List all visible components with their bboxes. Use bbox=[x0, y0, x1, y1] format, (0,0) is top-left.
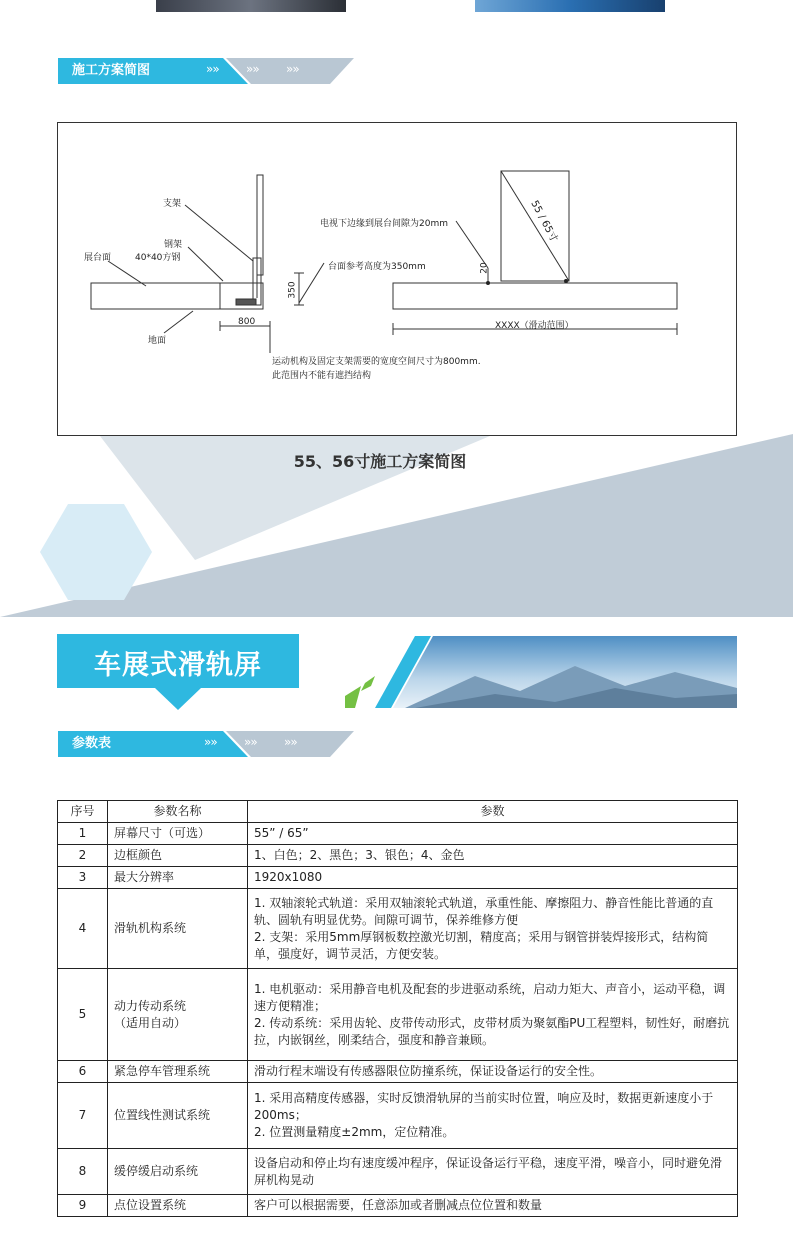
row-value: 1. 双轴滚轮式轨道：采用双轴滚轮式轨道，承重性能、摩擦阻力、静音性能比普通的直轨、圆轨有明显优势。间隙可调节，保养维修方便 2. 支架：采用5mm厚钢板数控激光切割，精度高；采用与钢管拼装焊接形式，结构简单，强度好，调节灵活，方便安装。 bbox=[248, 889, 738, 969]
row-no: 5 bbox=[58, 969, 108, 1061]
table-row bbox=[58, 867, 738, 889]
drawing-lines bbox=[58, 123, 738, 437]
gap-note: 电视下边缘到展台间隙为20mm bbox=[320, 219, 448, 229]
label-floor: 地面 bbox=[148, 336, 167, 346]
drawing-caption: 55、56寸施工方案简图 bbox=[293, 452, 467, 471]
row-value: 1. 电机驱动：采用静音电机及配套的步进驱动系统，启动力矩大、声音小，运动平稳，调速方便精准； 2. 传动系统：采用齿轮、皮带传动形式，皮带材质为聚氨酯PU工程塑料，韧性好，耐磨抗拉，内嵌钢丝，刚柔结合，强度和静音兼顾。 bbox=[248, 969, 738, 1061]
dimension-350: 350 bbox=[287, 281, 298, 299]
row-value: 滑动行程末端设有传感器限位防撞系统，保证设备运行的安全性。 bbox=[248, 1061, 738, 1083]
row-value: 客户可以根据需要，任意添加或者删减点位位置和数量 bbox=[248, 1195, 738, 1217]
chevron-icon: »» bbox=[284, 735, 297, 749]
chevron-icon: »» bbox=[286, 62, 299, 76]
row-name: 位置线性测试系统 bbox=[108, 1083, 248, 1149]
table-row bbox=[58, 1149, 738, 1195]
row-no: 4 bbox=[58, 889, 108, 969]
row-name: 屏幕尺寸（可选） bbox=[108, 823, 248, 845]
row-name: 边框颜色 bbox=[108, 845, 248, 867]
table-row bbox=[58, 889, 738, 969]
note-line-2: 此范围内不能有遮挡结构 bbox=[272, 371, 372, 381]
chevron-icon: »» bbox=[246, 62, 259, 76]
row-name: 滑轨机构系统 bbox=[108, 889, 248, 969]
construction-drawing bbox=[57, 122, 737, 436]
parameter-table bbox=[57, 800, 738, 1217]
row-name: 最大分辨率 bbox=[108, 867, 248, 889]
table-row bbox=[58, 1061, 738, 1083]
top-photo-left bbox=[156, 0, 346, 12]
row-name: 动力传动系统 （适用自动） bbox=[108, 969, 248, 1061]
table-row bbox=[58, 845, 738, 867]
note-line-1: 运动机构及固定支架需要的宽度空间尺寸为800mm. bbox=[272, 357, 481, 367]
product-title-box bbox=[57, 634, 299, 688]
row-no: 7 bbox=[58, 1083, 108, 1149]
mountain-banner bbox=[345, 636, 737, 708]
screen-size-label: 55 / 65寸 bbox=[528, 198, 560, 244]
chevron-icon: »» bbox=[206, 62, 219, 76]
chevron-icon: »» bbox=[244, 735, 257, 749]
header-value: 参数 bbox=[248, 801, 738, 823]
row-no: 2 bbox=[58, 845, 108, 867]
row-name: 紧急停车管理系统 bbox=[108, 1061, 248, 1083]
header-name: 参数名称 bbox=[108, 801, 248, 823]
row-name: 缓停缓启动系统 bbox=[108, 1149, 248, 1195]
row-no: 3 bbox=[58, 867, 108, 889]
row-no: 9 bbox=[58, 1195, 108, 1217]
row-value: 55” / 65” bbox=[248, 823, 738, 845]
table-row bbox=[58, 1195, 738, 1217]
row-value: 1. 采用高精度传感器，实时反馈滑轨屏的当前实时位置，响应及时，数据更新速度小于200ms； 2. 位置测量精度±2mm，定位精准。 bbox=[248, 1083, 738, 1149]
title-pointer-shape bbox=[155, 688, 201, 710]
section-tag-label: 施工方案简图 bbox=[72, 63, 151, 78]
section-tag-params bbox=[58, 731, 358, 757]
row-value: 1、白色；2、黑色；3、银色；4、金色 bbox=[248, 845, 738, 867]
slide-range-label: XXXX（滑动范围） bbox=[495, 321, 574, 331]
dimension-20: 20 bbox=[479, 262, 490, 274]
table-row bbox=[58, 1083, 738, 1149]
label-steel-frame: 钢架 bbox=[164, 240, 183, 250]
height-note: 台面参考高度为350mm bbox=[328, 262, 426, 272]
dimension-800: 800 bbox=[238, 317, 256, 327]
section-tag-label: 参数表 bbox=[72, 736, 112, 751]
label-bracket: 支架 bbox=[163, 199, 182, 209]
label-stand-surface: 展台面 bbox=[84, 253, 112, 263]
row-value: 设备启动和停止均有速度缓冲程序，保证设备运行平稳，速度平滑，噪音小，同时避免滑屏机构晃动 bbox=[248, 1149, 738, 1195]
table-row bbox=[58, 969, 738, 1061]
section-tag-drawing bbox=[58, 58, 358, 84]
row-no: 6 bbox=[58, 1061, 108, 1083]
table-header-row bbox=[58, 801, 738, 823]
row-no: 8 bbox=[58, 1149, 108, 1195]
row-value: 1920x1080 bbox=[248, 867, 738, 889]
label-steel-spec: 40*40方钢 bbox=[135, 253, 181, 263]
top-photo-right bbox=[475, 0, 665, 12]
header-no: 序号 bbox=[58, 801, 108, 823]
table-row bbox=[58, 823, 738, 845]
product-title: 车展式滑轨屏 bbox=[94, 650, 262, 681]
row-name: 点位设置系统 bbox=[108, 1195, 248, 1217]
chevron-icon: »» bbox=[204, 735, 217, 749]
row-no: 1 bbox=[58, 823, 108, 845]
